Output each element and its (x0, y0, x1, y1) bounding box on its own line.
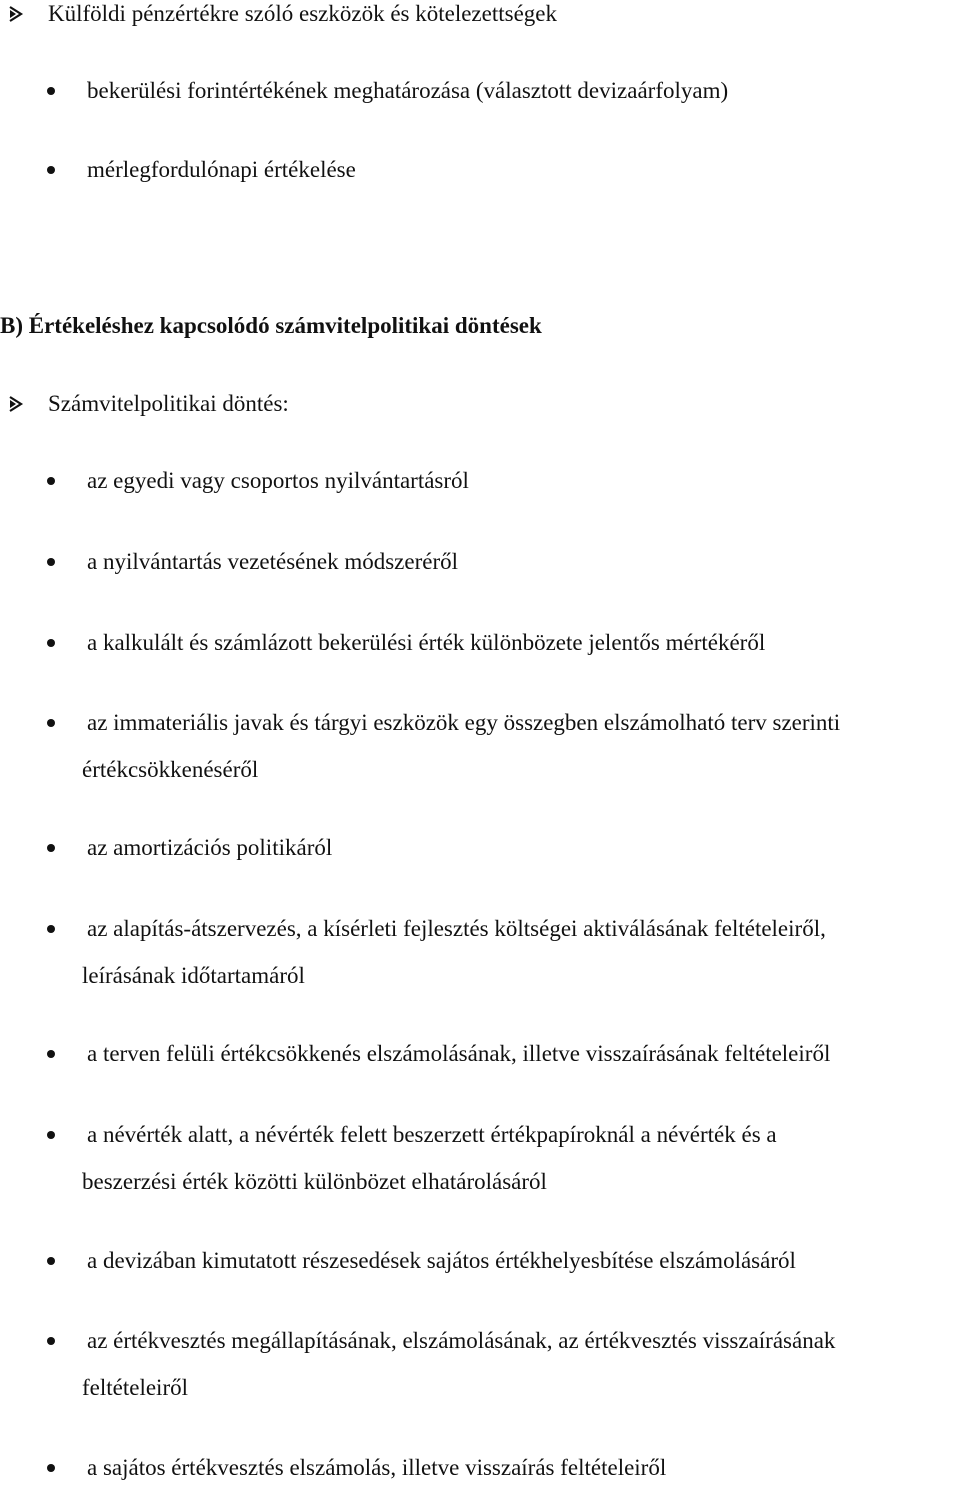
list-item: a terven felüli értékcsökkenés elszámolásának, illetve visszaírásának feltételeiről (87, 1041, 831, 1066)
section-heading: B) Értékeléshez kapcsolódó számvitelpolitikai döntések (0, 313, 542, 338)
bullet-icon (47, 1337, 55, 1345)
arrow-bullet-icon (6, 0, 28, 28)
list-item: a névérték alatt, a névérték felett beszerzett értékpapíroknál a névérték és a (87, 1122, 777, 1147)
bullet-icon (47, 1257, 55, 1265)
list-item-continuation: feltételeiről (82, 1375, 188, 1400)
section-a-arrow-item: Külföldi pénzértékre szóló eszközök és kötelezettségek (48, 1, 557, 26)
list-item: az értékvesztés megállapításának, elszámolásának, az értékvesztés visszaírásának (87, 1328, 836, 1353)
section-b-arrow-item: Számvitelpolitikai döntés: (48, 391, 289, 416)
bullet-icon (47, 558, 55, 566)
bullet-icon (47, 925, 55, 933)
bullet-icon (47, 1131, 55, 1139)
bullet-icon (47, 719, 55, 727)
list-item-continuation: értékcsökkenéséről (82, 757, 259, 782)
list-item-continuation: leírásának időtartamáról (82, 963, 305, 988)
bullet-icon (47, 166, 55, 174)
list-item: az amortizációs politikáról (87, 835, 333, 860)
list-item: az alapítás-átszervezés, a kísérleti fejlesztés költségei aktiválásának feltételeiről, (87, 916, 826, 941)
bullet-icon (47, 1464, 55, 1472)
list-item: bekerülési forintértékének meghatározása (választott devizaárfolyam) (87, 78, 729, 103)
list-item-continuation: beszerzési érték közötti különbözet elhatárolásáról (82, 1169, 547, 1194)
bullet-icon (47, 844, 55, 852)
bullet-icon (47, 87, 55, 95)
list-item: a nyilvántartás vezetésének módszeréről (87, 549, 459, 574)
bullet-icon (47, 1050, 55, 1058)
list-item: az immateriális javak és tárgyi eszközök egy összegben elszámolható terv szerinti (87, 710, 841, 735)
list-item: a devizában kimutatott részesedések sajátos értékhelyesbítése elszámolásáról (87, 1248, 796, 1273)
arrow-bullet-icon (6, 390, 28, 418)
list-item: az egyedi vagy csoportos nyilvántartásról (87, 468, 469, 493)
list-item: a kalkulált és számlázott bekerülési érték különbözete jelentős mértékéről (87, 630, 766, 655)
list-item: a sajátos értékvesztés elszámolás, illetve visszaírás feltételeiről (87, 1455, 667, 1480)
list-item: mérlegfordulónapi értékelése (87, 157, 356, 182)
bullet-icon (47, 639, 55, 647)
bullet-icon (47, 477, 55, 485)
